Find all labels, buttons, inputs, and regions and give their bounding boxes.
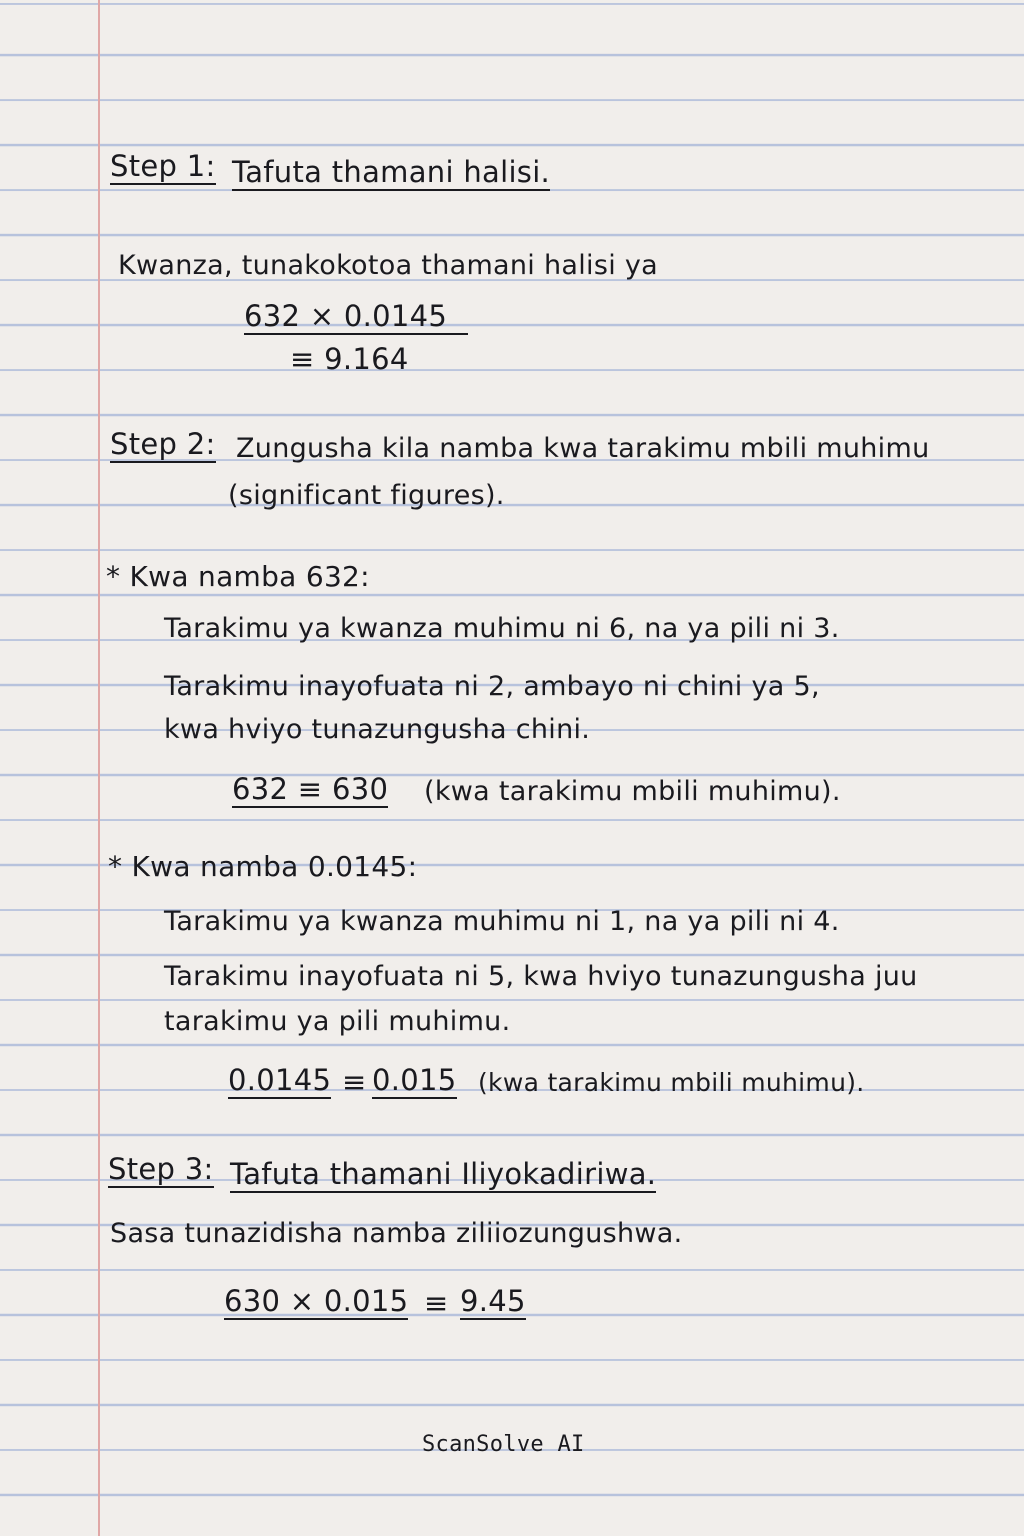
- case2-heading: * Kwa namba 0.0145:: [108, 850, 418, 883]
- case1-equiv-sign: ≡: [297, 772, 323, 806]
- case1-heading: * Kwa namba 632:: [106, 560, 370, 593]
- case2-line1: Tarakimu ya kwanza muhimu ni 1, na ya pili ni 4.: [164, 906, 840, 937]
- case2-equiv-sign: ≡: [342, 1065, 367, 1099]
- case2-result-value: 0.0145: [228, 1063, 332, 1097]
- scansolve-brand: ScanSolve AI: [422, 1432, 585, 1457]
- step3-expression: 630 × 0.015: [224, 1284, 409, 1318]
- step2-title-line2: (significant figures).: [228, 480, 505, 511]
- case1-result-value: 632: [232, 772, 289, 806]
- step1-expression: 632 × 0.0145: [244, 302, 468, 335]
- step2-title-line1: Zungusha kila namba kwa tarakimu mbili muhimu: [236, 433, 930, 464]
- step3-result: 9.45: [460, 1284, 526, 1318]
- step2-label: Step 2:: [110, 427, 216, 461]
- step1-title: Tafuta thamani halisi.: [232, 155, 551, 189]
- step3-equiv-sign: ≡: [424, 1286, 449, 1320]
- case1-line1: Tarakimu ya kwanza muhimu ni 6, na ya pili ni 3.: [164, 613, 840, 644]
- step3-intro: Sasa tunazidisha namba ziliiozungushwa.: [110, 1218, 683, 1249]
- case2-line2: Tarakimu inayofuata ni 5, kwa hviyo tunazungusha juu: [164, 961, 918, 992]
- step1-result: ≡ 9.164: [290, 342, 409, 376]
- case1-result-note: (kwa tarakimu mbili muhimu).: [424, 776, 841, 807]
- case2-result-note: (kwa tarakimu mbili muhimu).: [478, 1068, 865, 1097]
- case1-line3: kwa hviyo tunazungusha chini.: [164, 714, 591, 745]
- step3-title: Tafuta thamani Iliyokadiriwa.: [230, 1157, 657, 1191]
- step1-label: Step 1:: [110, 149, 216, 183]
- case1-result-rounded: 630: [331, 772, 389, 806]
- case2-line3: tarakimu ya pili muhimu.: [164, 1006, 511, 1037]
- step1-intro: Kwanza, tunakokotoa thamani halisi ya: [118, 250, 659, 281]
- step3-label: Step 3:: [108, 1152, 214, 1186]
- case1-line2: Tarakimu inayofuata ni 2, ambayo ni chini ya 5,: [164, 671, 820, 702]
- case1-rounding: [232, 772, 389, 808]
- case2-result-rounded: 0.015: [372, 1063, 457, 1097]
- margin-line: [98, 0, 100, 1536]
